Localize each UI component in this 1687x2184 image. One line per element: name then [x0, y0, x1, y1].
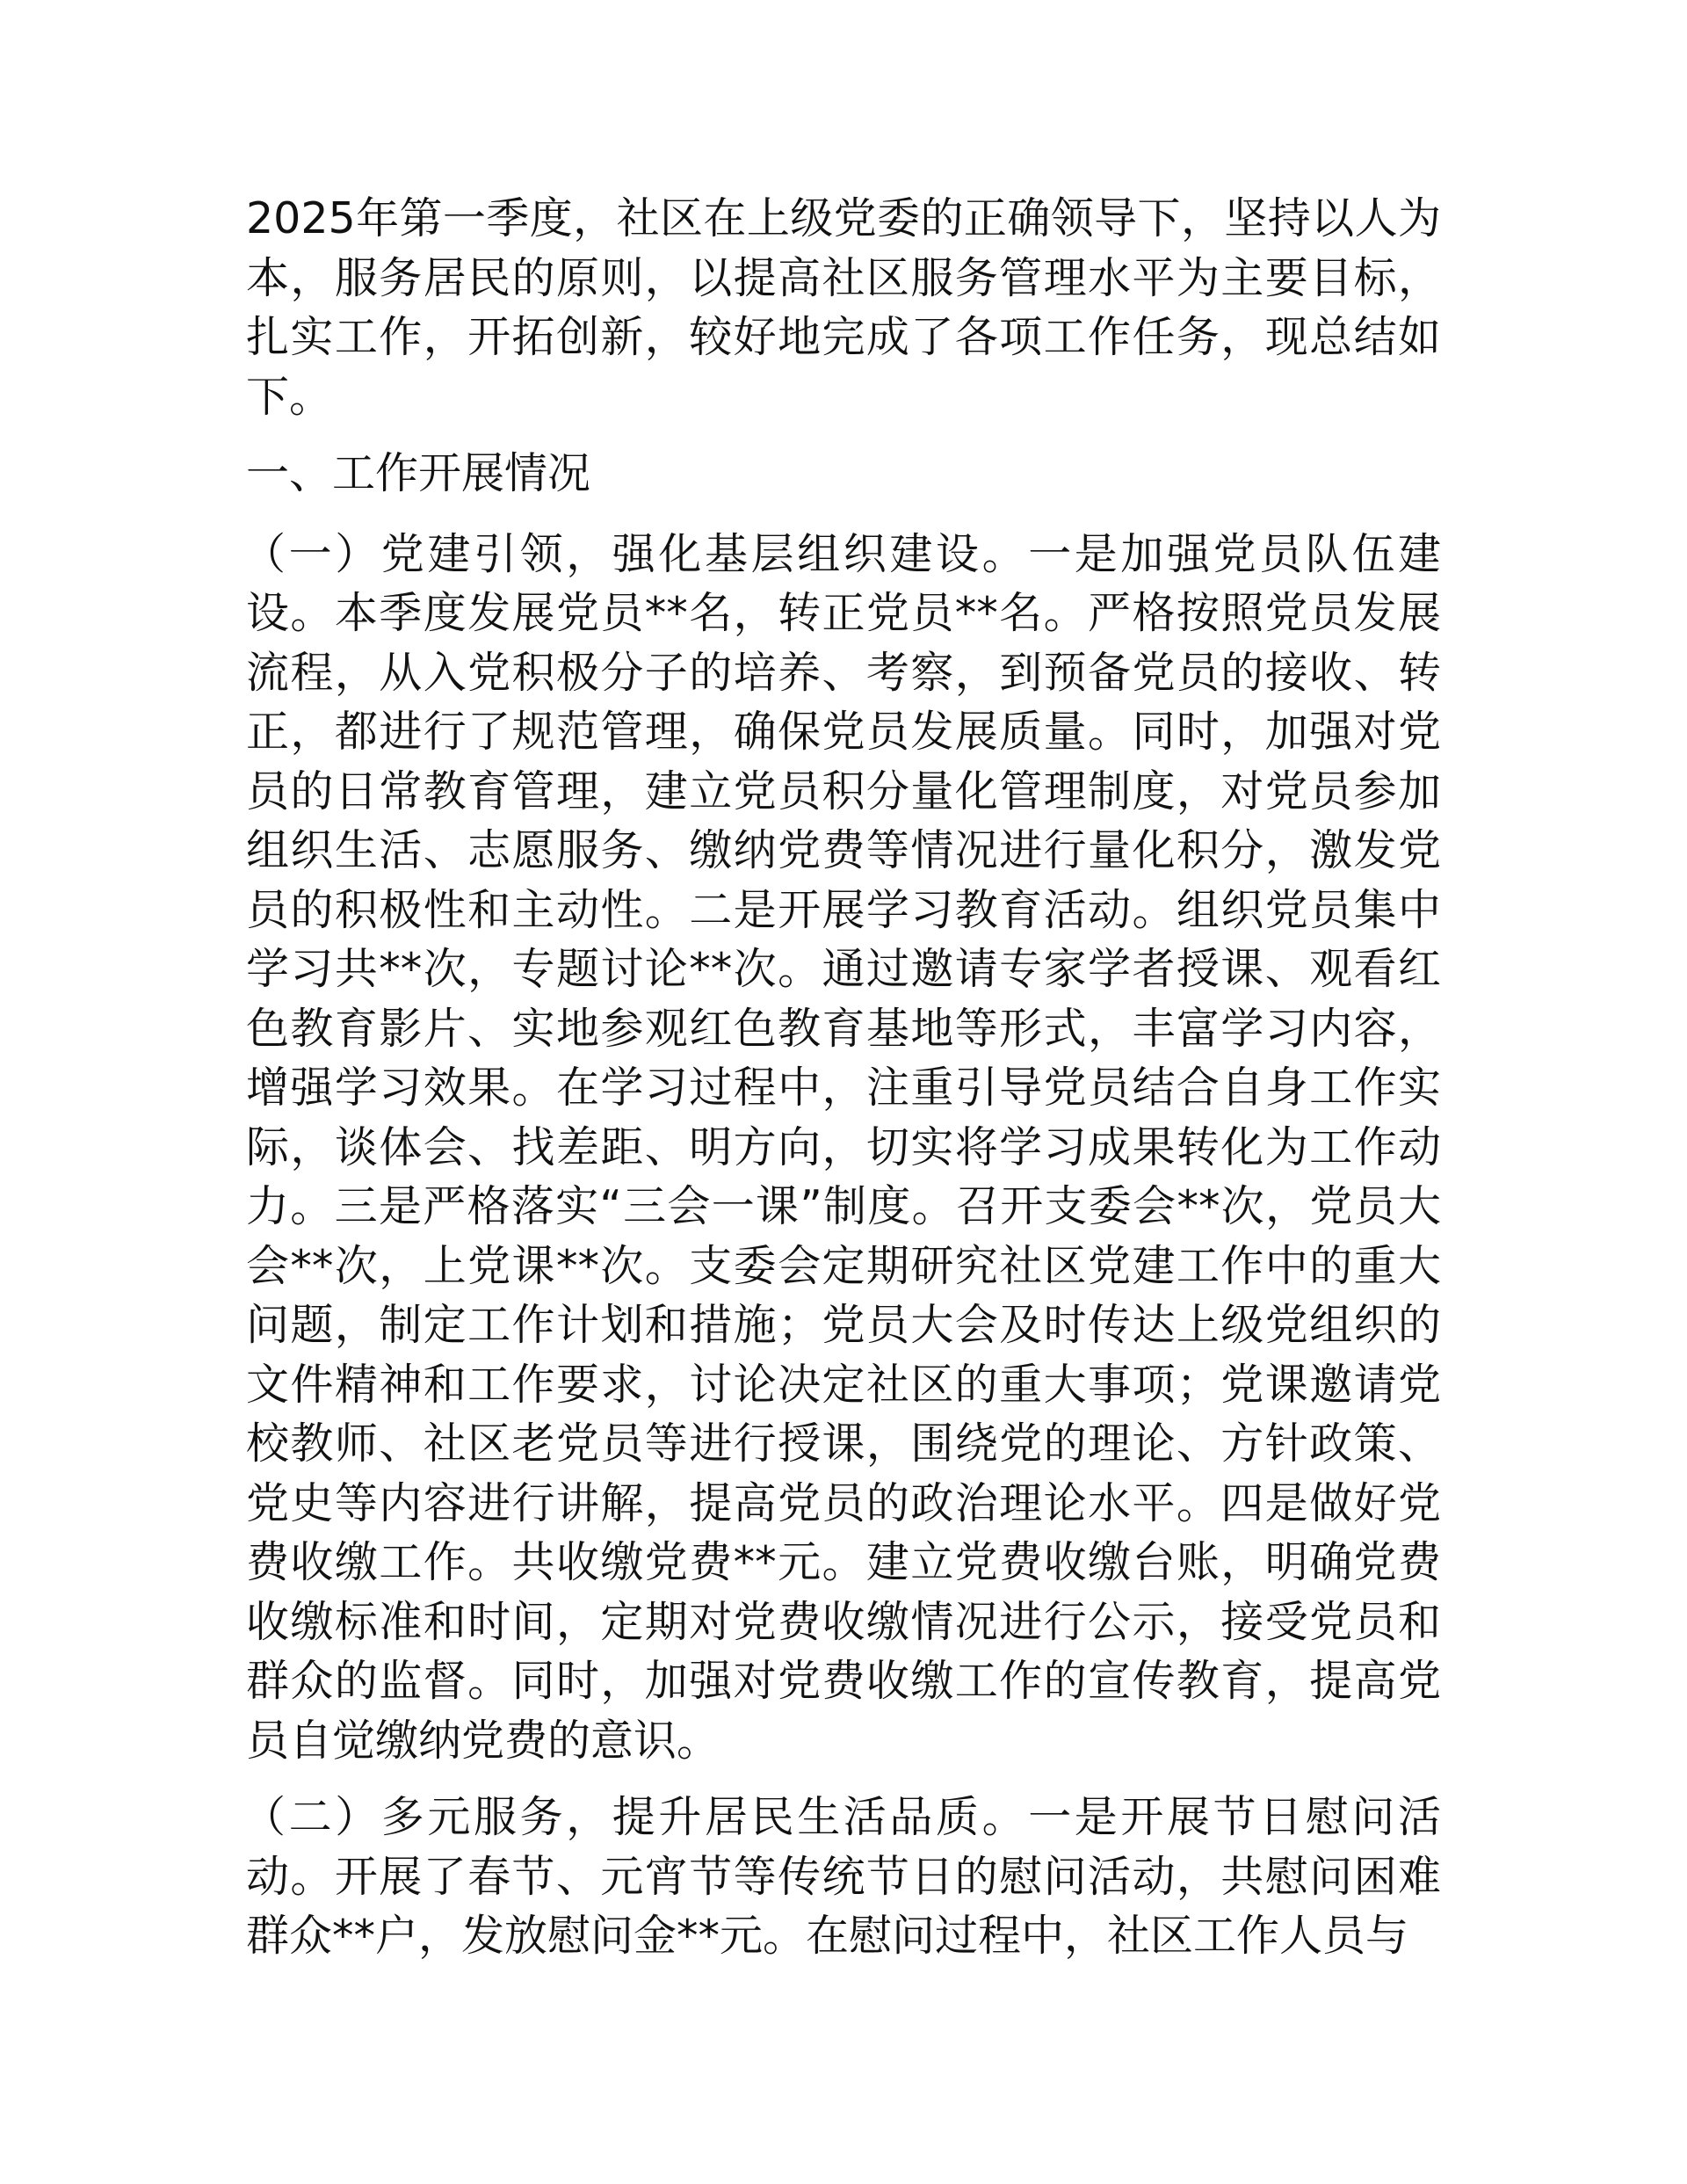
document-body [243, 189, 1441, 1984]
intro-paragraph: 2025年第一季度，社区在上级党委的正确领导下，坚持以人为本，服务居民的原则，以提高社区服务管理水平为主要目标，扎实工作，开拓创新，较好地完成了各项工作任务，现总结如下。 [246, 193, 1441, 422]
subsection-party-building: （一）党建引领，强化基层组织建设。一是加强党员队伍建设。本季度发展党员**名，转正党员**名。严格按照党员发展流程，从入党积极分子的培养、考察，到预备党员的接收、转正，都进行了规范管理，确保党员发展质量。同时，加强对党员的日常教育管理，建立党员积分量化管理制度，对党员参加组织生活、志愿服务、缴纳党费等情况进行量化积分，激发党员的积极性和主动性。二是开展学习教育活动。组织党员集中学习共**次，专题讨论**次。通过邀请专家学者授课、观看红色教育影片、实地参观红色教育基地等形式，丰富学习内容，增强学习效果。在学习过程中，注重引导党员结合自身工作实际，谈体会、找差距、明方向，切实将学习成果转化为工作动力。三是严格落实“三会一课”制度。召开支委会**次，党员大会**次，上党课**次。支委会定期研究社区党建工作中的重大问题，制定工作计划和措施；党员大会及时传达上级党组织的文件精神和工作要求，讨论决定社区的重大事项；党课邀请党校教师、社区老党员等进行授课，围绕党的理论、方针政策、党史等内容进行讲解，提高党员的政治理论水平。四是做好党费收缴工作。共收缴党费**元。建立党费收缴台账，明确党费收缴标准和时间，定期对党费收缴情况进行公示，接受党员和群众的监督。同时，加强对党费收缴工作的宣传教育，提高党员自觉缴纳党费的意识。 [243, 528, 1441, 1766]
section-heading: 一、工作开展情况 [246, 448, 591, 498]
subsection-services: （二）多元服务，提升居民生活品质。一是开展节日慰问活动。开展了春节、元宵节等传统节日的慰问活动，共慰问困难群众**户，发放慰问金**元。在慰问过程中，社区工作人员与 [243, 1792, 1441, 1961]
